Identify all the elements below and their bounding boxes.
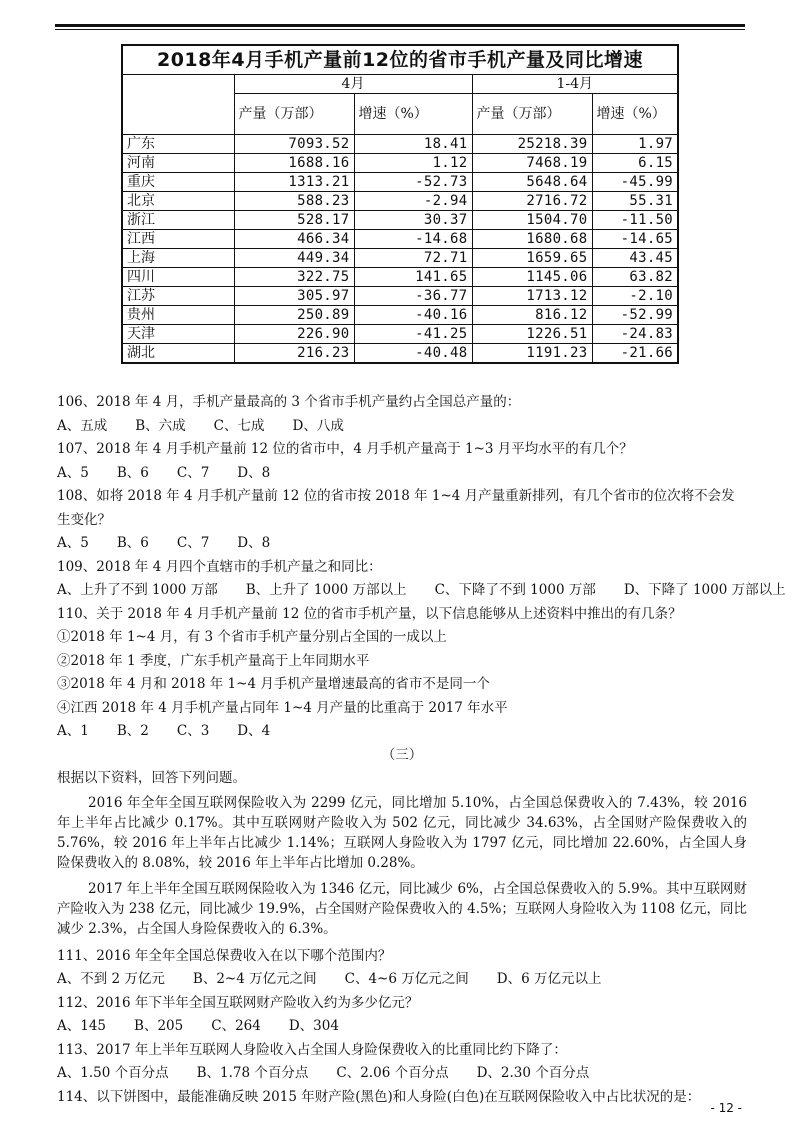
question-options: [57, 1015, 747, 1039]
table-row: [122, 211, 678, 230]
option-item: D、8: [237, 464, 271, 481]
option-item: D、2.30 个百分点: [476, 1065, 590, 1081]
header-rule-thin: [55, 29, 745, 30]
apr-growth-cell: 141.65: [354, 268, 472, 287]
province-cell: 河南: [122, 154, 234, 173]
apr-output-cell: 322.75: [234, 268, 354, 287]
apr-growth-cell: 30.37: [354, 211, 472, 230]
ytd-output-cell: 1504.70: [472, 211, 592, 230]
apr-growth-cell: -2.94: [354, 192, 472, 211]
table-body: [122, 135, 678, 364]
question-text: 107、2018 年 4 月手机产量前 12 位的省市中，4 月手机产量高于 1~3 月平均水平的有几个？: [57, 441, 633, 457]
q110-statement: ③2018 年 4 月和 2018 年 1~4 月手机产量增速最高的省市不是同一个: [57, 676, 490, 692]
province-cell: 北京: [122, 192, 234, 211]
province-cell: 江苏: [122, 287, 234, 306]
output-table-container: [121, 44, 677, 364]
apr-growth-cell: -14.68: [354, 230, 472, 249]
province-cell: 贵州: [122, 306, 234, 325]
header-ytd-output: 产量（万部）: [472, 94, 592, 135]
section-intro: 根据以下资料，回答下列问题。: [57, 770, 246, 786]
apr-growth-cell: 18.41: [354, 135, 472, 154]
apr-output-cell: 588.23: [234, 192, 354, 211]
table-row: [122, 135, 678, 154]
question-options: [57, 968, 747, 992]
option-item: C、2.06 个百分点: [336, 1065, 449, 1081]
option-item: A、不到 2 万亿元: [57, 971, 165, 987]
option-item: A、5: [57, 464, 89, 481]
table-row: [122, 249, 678, 268]
province-cell: 天津: [122, 325, 234, 344]
option-item: A、上升了不到 1000 万部: [57, 582, 218, 598]
question-text: 113、2017 年上半年互联网人身险收入占全国人身险保费收入的比重同比约下降了：: [57, 1041, 567, 1058]
header-ytd-growth: 增速（%）: [592, 94, 678, 135]
header-jan-apr: 1-4月: [472, 75, 678, 94]
apr-output-cell: 449.34: [234, 249, 354, 268]
option-item: D、8: [237, 535, 271, 551]
option-item: D、4: [237, 723, 271, 739]
output-table: [121, 44, 679, 364]
q110-statement: ①2018 年 1~4 月，有 3 个省市手机产量分别占全国的一成以上: [57, 629, 447, 645]
option-item: D、八成: [292, 417, 344, 434]
ytd-output-cell: 7468.19: [472, 154, 592, 173]
apr-growth-cell: -36.77: [354, 287, 472, 306]
option-item: B、六成: [135, 417, 186, 434]
header-rule-thick: [55, 24, 745, 27]
option-item: D、304: [288, 1018, 339, 1034]
question-text: 112、2016 年下半年全国互联网财产险收入约为多少亿元？: [57, 994, 419, 1011]
ytd-growth-cell: -24.83: [592, 325, 678, 344]
option-item: C、3: [176, 723, 210, 739]
option-item: C、7: [176, 464, 210, 481]
question-content: [57, 391, 786, 1109]
option-item: A、1: [57, 723, 89, 739]
ytd-output-cell: 5648.64: [472, 173, 592, 192]
question-text: 109、2018 年 4 月四个直辖市的手机产量之和同比：: [57, 558, 382, 575]
table-corner: [122, 75, 234, 135]
page-number: - 12 -: [710, 1101, 742, 1115]
q110-options: [57, 720, 747, 744]
table-row: [122, 344, 678, 364]
apr-output-cell: 216.23: [234, 344, 354, 364]
apr-output-cell: 7093.52: [234, 135, 354, 154]
ytd-growth-cell: -45.99: [592, 173, 678, 192]
ytd-growth-cell: 6.15: [592, 154, 678, 173]
question-text: 108、如将 2018 年 4 月手机产量前 12 位的省市按 2018 年 1~4 月产量重新排列，有几个省市的位次将不会发生变化？: [57, 488, 735, 528]
ytd-output-cell: 1226.51: [472, 325, 592, 344]
ytd-growth-cell: 43.45: [592, 249, 678, 268]
province-cell: 湖北: [122, 344, 234, 364]
option-item: B、2: [116, 723, 149, 739]
ytd-output-cell: 1659.65: [472, 249, 592, 268]
ytd-output-cell: 1145.06: [472, 268, 592, 287]
question-110: 110、关于 2018 年 4 月手机产量前 12 位的省市手机产量，以下信息能够从上述资料中推出的有几条？: [57, 605, 682, 622]
option-item: A、五成: [57, 417, 108, 434]
ytd-output-cell: 1713.12: [472, 287, 592, 306]
option-item: C、7: [176, 535, 210, 551]
province-cell: 重庆: [122, 173, 234, 192]
table-row: [122, 230, 678, 249]
apr-output-cell: 1688.16: [234, 154, 354, 173]
table-title: 2018年4月手机产量前12位的省市手机产量及同比增速: [122, 45, 678, 75]
question-text: 106、2018 年 4 月，手机产量最高的 3 个省市手机产量约占全国总产量的：: [57, 394, 521, 410]
question-group-insurance: [57, 945, 747, 1086]
apr-output-cell: 226.90: [234, 325, 354, 344]
option-item: C、七成: [213, 417, 265, 434]
option-item: A、1.50 个百分点: [57, 1065, 169, 1081]
table-row: [122, 325, 678, 344]
apr-growth-cell: 1.12: [354, 154, 472, 173]
material-paragraph-2: 2017 年上半年全国互联网保险收入为 1346 亿元，同比减少 6%，占全国总保费收入的 5.9%。其中互联网财产险收入为 238 亿元，同比减少 19.9%，占全国财产险保费收入的 4.5%；互联网人身险收入为 1108 亿元，同比减少 2.3%，占全国人身险保费收入的 6.3%。: [57, 880, 747, 937]
apr-output-cell: 305.97: [234, 287, 354, 306]
ytd-growth-cell: -14.65: [592, 230, 678, 249]
option-item: B、2~4 万亿元之间: [192, 971, 317, 987]
ytd-output-cell: 816.12: [472, 306, 592, 325]
question-options: [57, 579, 786, 603]
header-april: 4月: [234, 75, 472, 94]
section-heading: （三）: [381, 746, 423, 763]
q110-statement: ④江西 2018 年 4 月手机产量占同年 1~4 月产量的比重高于 2017 年水平: [57, 699, 508, 716]
q110-statement: ②2018 年 1 季度，广东手机产量高于上年同期水平: [57, 652, 370, 669]
option-item: D、6 万亿元以上: [496, 971, 602, 987]
option-item: C、264: [211, 1018, 261, 1034]
table-row: [122, 173, 678, 192]
material-paragraph-1: 2016 年全年全国互联网保险收入为 2299 亿元，同比增加 5.10%，占全国总保费收入的 7.43%，较 2016 年上半年占比减少 0.17%。其中互联网财产险收入为 502 亿元，同比减少 34.63%，占全国财产险保费收入的 5.76%，较 2016 年上半年占比减少 1.14%；互联网人身险收入为 1797 亿元，同比增加 22.60%，占全国人身险保费收入的 8.08%，较 2016 年上半年占比增加 0.28%。: [57, 794, 747, 871]
table-row: [122, 192, 678, 211]
option-item: A、5: [57, 535, 89, 551]
option-item: B、205: [134, 1018, 184, 1034]
province-cell: 浙江: [122, 211, 234, 230]
option-item: B、1.78 个百分点: [196, 1065, 309, 1081]
apr-growth-cell: -40.16: [354, 306, 472, 325]
ytd-growth-cell: 55.31: [592, 192, 678, 211]
apr-output-cell: 466.34: [234, 230, 354, 249]
ytd-growth-cell: -11.50: [592, 211, 678, 230]
apr-growth-cell: -52.73: [354, 173, 472, 192]
ytd-growth-cell: 1.97: [592, 135, 678, 154]
option-item: B、6: [116, 535, 149, 551]
province-cell: 广东: [122, 135, 234, 154]
ytd-growth-cell: -52.99: [592, 306, 678, 325]
table-row: [122, 287, 678, 306]
ytd-growth-cell: -2.10: [592, 287, 678, 306]
province-cell: 上海: [122, 249, 234, 268]
question-options: [57, 462, 747, 486]
apr-growth-cell: -40.48: [354, 344, 472, 364]
table-row: [122, 268, 678, 287]
option-item: C、下降了不到 1000 万部: [434, 582, 596, 598]
ytd-growth-cell: 63.82: [592, 268, 678, 287]
ytd-output-cell: 25218.39: [472, 135, 592, 154]
table-row: [122, 306, 678, 325]
apr-growth-cell: 72.71: [354, 249, 472, 268]
question-114: 114、以下饼图中，最能准确反映 2015 年财产险(黑色)和人身险(白色)在互联网保险收入中占比状况的是：: [57, 1088, 701, 1105]
question-text: 111、2016 年全年全国总保费收入在以下哪个范围内？: [57, 947, 392, 964]
ytd-growth-cell: -21.66: [592, 344, 678, 364]
option-item: C、4~6 万亿元之间: [344, 971, 469, 987]
province-cell: 四川: [122, 268, 234, 287]
ytd-output-cell: 1191.23: [472, 344, 592, 364]
question-options: [57, 532, 747, 556]
option-item: B、6: [116, 464, 149, 481]
option-item: A、145: [57, 1018, 107, 1034]
question-options: [57, 1062, 747, 1086]
ytd-output-cell: 1680.68: [472, 230, 592, 249]
question-group-phone: [57, 391, 786, 603]
header-apr-output: 产量（万部）: [234, 94, 354, 135]
ytd-output-cell: 2716.72: [472, 192, 592, 211]
question-options: [57, 415, 747, 439]
q110-statements: [57, 626, 747, 720]
table-row: [122, 154, 678, 173]
apr-output-cell: 1313.21: [234, 173, 354, 192]
option-item: D、下降了 1000 万部以上: [623, 582, 786, 598]
apr-output-cell: 528.17: [234, 211, 354, 230]
header-apr-growth: 增速（%）: [354, 94, 472, 135]
apr-output-cell: 250.89: [234, 306, 354, 325]
province-cell: 江西: [122, 230, 234, 249]
apr-growth-cell: -41.25: [354, 325, 472, 344]
option-item: B、上升了 1000 万部以上: [245, 582, 407, 598]
